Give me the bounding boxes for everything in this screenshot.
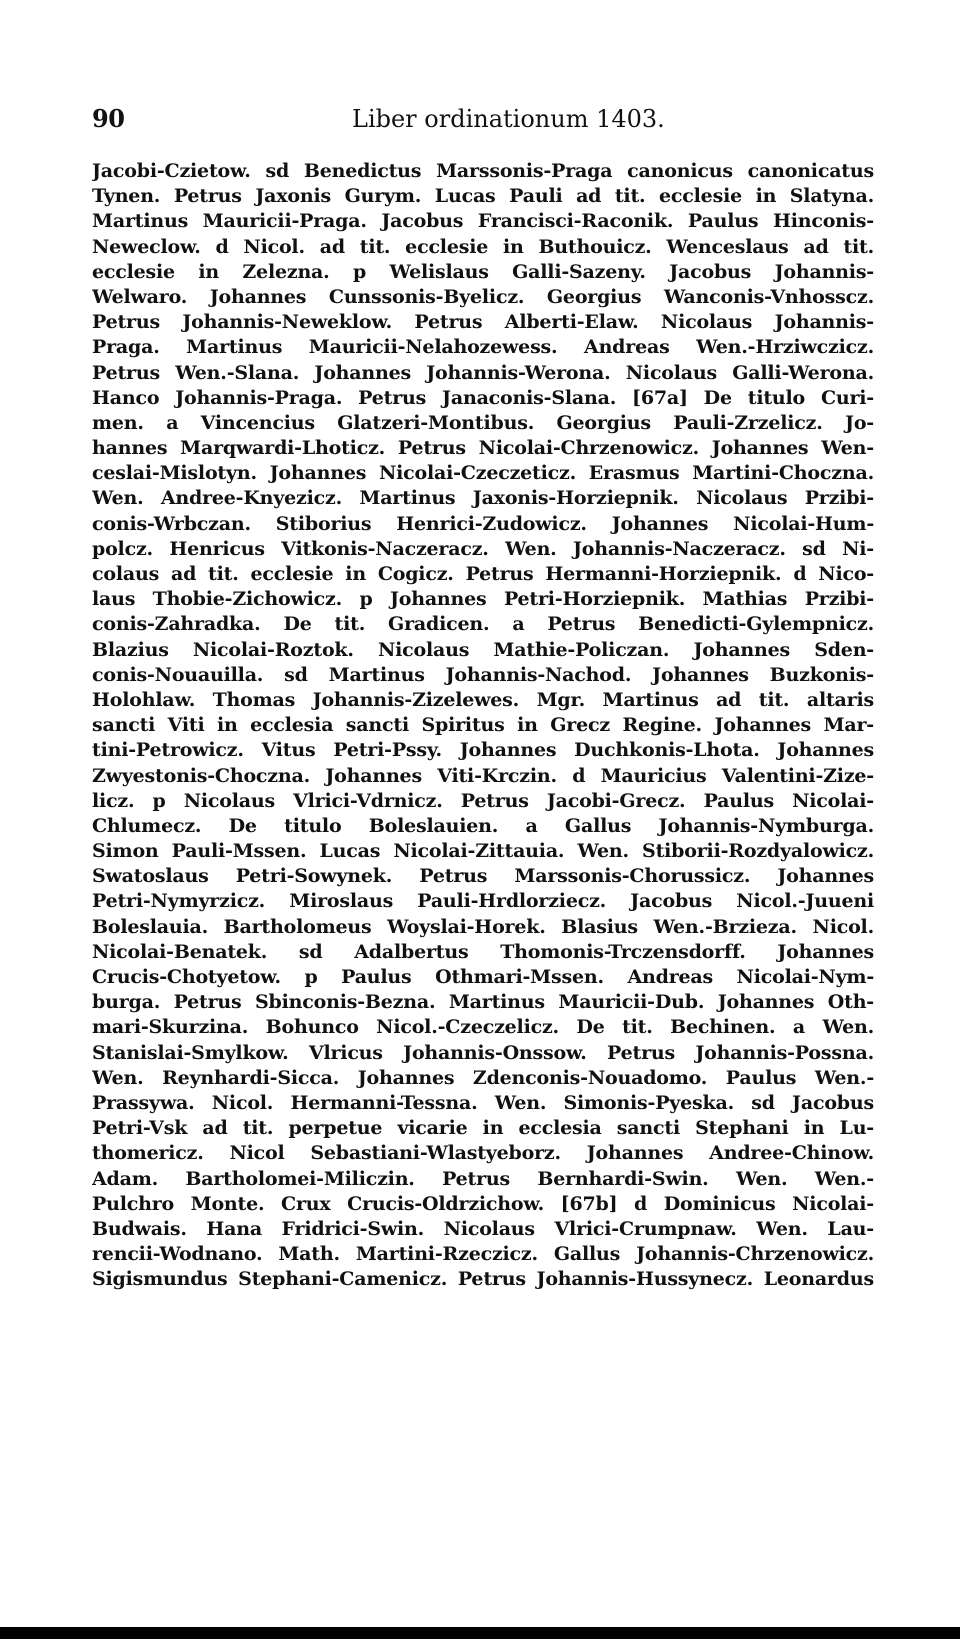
page-header xyxy=(92,104,874,138)
text-line: Wen. Reynhardi-Sicca. Johannes Zdenconis-Nouadomo. Paulus Wen.- xyxy=(92,1066,874,1089)
text-line: Hanco Johannis-Praga. Petrus Janaconis-Slana. [67a] De titulo Curi- xyxy=(92,386,874,409)
text-line: ecclesie in Zelezna. p Welislaus Galli-Sazeny. Jacobus Johannis- xyxy=(92,260,874,283)
text-line: thomericz. Nicol Sebastiani-Wlastyeborz. Johannes Andree-Chinow. xyxy=(92,1142,874,1165)
text-line: Budwais. Hana Fridrici-Swin. Nicolaus Vlrici-Crumpnaw. Wen. Lau- xyxy=(92,1217,874,1240)
text-line: Praga. Martinus Mauricii-Nelahozewess. Andreas Wen.-Hrziwczicz. xyxy=(92,336,874,359)
text-line: burga. Petrus Sbinconis-Bezna. Martinus Mauricii-Dub. Johannes Oth- xyxy=(92,991,874,1014)
text-line: Neweclow. d Nicol. ad tit. ecclesie in Buthouicz. Wenceslaus ad tit. xyxy=(92,235,874,258)
text-line: Tynen. Petrus Jaxonis Gurym. Lucas Pauli ad tit. ecclesie in Slatyna. xyxy=(92,185,874,208)
text-line: hannes Marqwardi-Lhoticz. Petrus Nicolai-Chrzenowicz. Johannes Wen- xyxy=(92,437,874,460)
scan-bottom-border xyxy=(0,1627,960,1639)
text-line: polcz. Henricus Vitkonis-Naczeracz. Wen. Johannis-Naczeracz. sd Ni- xyxy=(92,537,874,560)
text-line: Martinus Mauricii-Praga. Jacobus Francisci-Raconik. Paulus Hinconis- xyxy=(92,210,874,233)
text-line: Welwaro. Johannes Cunssonis-Byelicz. Georgius Wanconis-Vnhosscz. xyxy=(92,285,874,308)
text-line: Crucis-Chotyetow. p Paulus Othmari-Mssen. Andreas Nicolai-Nym- xyxy=(92,966,874,988)
text-line: Jacobi-Czietow. sd Benedictus Marssonis-Praga canonicus canonicatus xyxy=(92,160,874,182)
text-line: laus Thobie-Zichowicz. p Johannes Petri-Horziepnik. Mathias Przibi- xyxy=(92,588,874,611)
text-line: Petri-Nymyrzicz. Miroslaus Pauli-Hrdlorziecz. Jacobus Nicol.-Juueni xyxy=(92,890,874,913)
text-line: Adam. Bartholomei-Miliczin. Petrus Bernhardi-Swin. Wen. Wen.- xyxy=(92,1167,874,1190)
running-title: Liber ordinationum 1403. xyxy=(352,105,665,133)
text-line: Prassywa. Nicol. Hermanni-Tessna. Wen. Simonis-Pyeska. sd Jacobus xyxy=(92,1091,874,1114)
text-line: Petrus Johannis-Neweklow. Petrus Alberti-Elaw. Nicolaus Johannis- xyxy=(92,311,874,334)
text-line: sancti Viti in ecclesia sancti Spiritus in Grecz Regine. Johannes Mar- xyxy=(92,714,874,737)
text-line: Sigismundus Stephani-Camenicz. Petrus Johannis-Hussynecz. Leonardus xyxy=(92,1268,874,1291)
text-line: Stanislai-Smylkow. Vlricus Johannis-Onssow. Petrus Johannis-Possna. xyxy=(92,1041,874,1064)
text-line: Zwyestonis-Choczna. Johannes Viti-Krczin. d Mauricius Valentini-Zize- xyxy=(92,764,874,787)
text-line: conis-Wrbczan. Stiborius Henrici-Zudowicz. Johannes Nicolai-Hum- xyxy=(92,512,874,535)
text-line: men. a Vincencius Glatzeri-Montibus. Georgius Pauli-Zrzelicz. Jo- xyxy=(92,411,874,434)
text-line: rencii-Wodnano. Math. Martini-Rzeczicz. Gallus Johannis-Chrzenowicz. xyxy=(92,1243,874,1266)
text-line: Boleslauia. Bartholomeus Woyslai-Horek. Blasius Wen.-Brzieza. Nicol. xyxy=(92,915,874,938)
text-line: Nicolai-Benatek. sd Adalbertus Thomonis-Trczensdorff. Johannes xyxy=(92,940,874,963)
text-line: Swatoslaus Petri-Sowynek. Petrus Marssonis-Chorussicz. Johannes xyxy=(92,865,874,888)
text-line: Simon Pauli-Mssen. Lucas Nicolai-Zittauia. Wen. Stiborii-Rozdyalowicz. xyxy=(92,840,874,863)
text-line: tini-Petrowicz. Vitus Petri-Pssy. Johannes Duchkonis-Lhota. Johannes xyxy=(92,739,874,762)
text-line: Blazius Nicolai-Roztok. Nicolaus Mathie-Policzan. Johannes Sden- xyxy=(92,638,874,661)
text-line: Holohlaw. Thomas Johannis-Zizelewes. Mgr. Martinus ad tit. altaris xyxy=(92,688,874,711)
body-text xyxy=(92,159,874,1292)
text-line: conis-Zahradka. De tit. Gradicen. a Petrus Benedicti-Gylempnicz. xyxy=(92,613,874,636)
text-line: mari-Skurzina. Bohunco Nicol.-Czeczelicz. De tit. Bechinen. a Wen. xyxy=(92,1016,874,1039)
text-line: ceslai-Mislotyn. Johannes Nicolai-Czeczeticz. Erasmus Martini-Choczna. xyxy=(92,462,874,485)
text-line: conis-Nouauilla. sd Martinus Johannis-Nachod. Johannes Buzkonis- xyxy=(92,663,874,686)
text-line: licz. p Nicolaus Vlrici-Vdrnicz. Petrus Jacobi-Grecz. Paulus Nicolai- xyxy=(92,789,874,812)
text-line: Petri-Vsk ad tit. perpetue vicarie in ecclesia sancti Stephani in Lu- xyxy=(92,1117,874,1140)
text-line: Chlumecz. De titulo Boleslauien. a Gallus Johannis-Nymburga. xyxy=(92,814,874,837)
page-number: 90 xyxy=(92,104,125,133)
text-line: colaus ad tit. ecclesie in Cogicz. Petrus Hermanni-Horziepnik. d Nico- xyxy=(92,563,874,585)
text-line: Petrus Wen.-Slana. Johannes Johannis-Werona. Nicolaus Galli-Werona. xyxy=(92,361,874,384)
text-line: Pulchro Monte. Crux Crucis-Oldrzichow. [67b] d Dominicus Nicolai- xyxy=(92,1192,874,1215)
text-line: Wen. Andree-Knyezicz. Martinus Jaxonis-Horziepnik. Nicolaus Przibi- xyxy=(92,487,874,510)
